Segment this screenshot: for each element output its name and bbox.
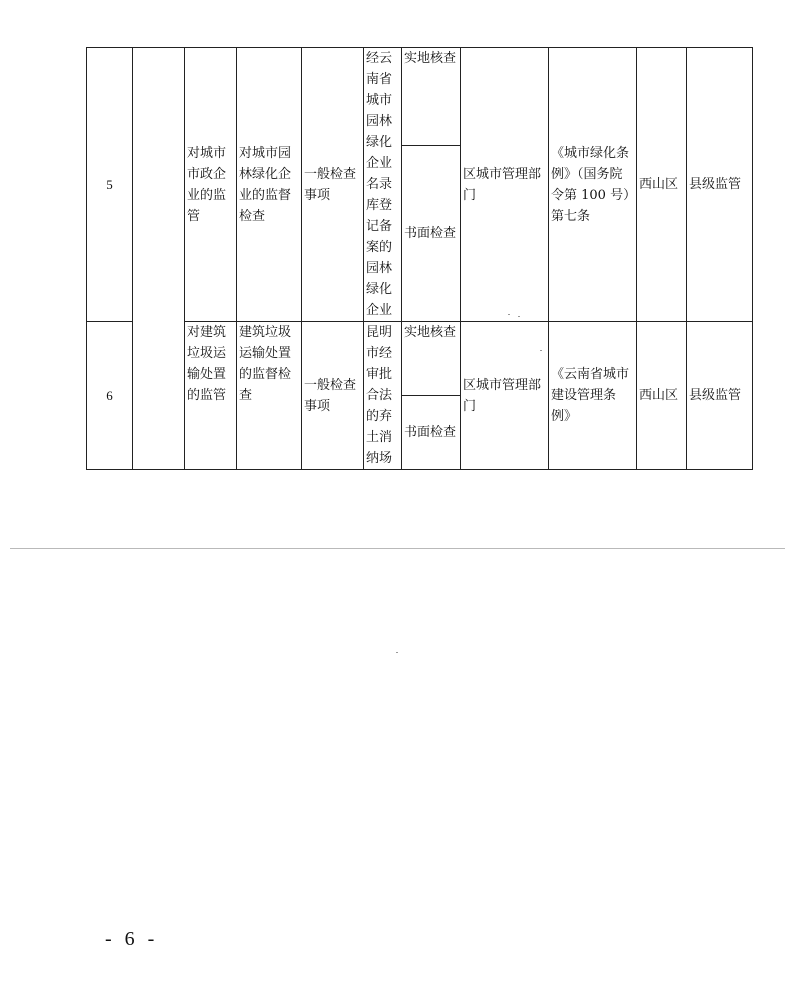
inspection-method-written: 书面检查 <box>402 396 461 470</box>
responsible-department: 区城市管理部门 <box>461 322 549 470</box>
scan-speck <box>540 350 542 351</box>
row-index: 5 <box>87 48 133 322</box>
page-fold-line <box>10 548 785 549</box>
inspection-content: 对城市园林绿化企业的监督检查 <box>237 48 302 322</box>
supervision-item: 对建筑垃圾运输处置的监管 <box>185 322 237 470</box>
scan-speck <box>508 314 510 315</box>
inspection-method-onsite: 实地核查 <box>402 322 461 396</box>
inspection-object: 昆明市经审批合法的弃土消纳场 <box>364 322 402 470</box>
responsible-department: 区城市管理部门 <box>461 48 549 322</box>
scan-speck <box>396 652 398 653</box>
inspection-method-onsite: 实地核查 <box>402 48 461 146</box>
inspection-method-written: 书面检查 <box>402 146 461 322</box>
supervision-table <box>86 47 753 470</box>
supervision-level: 县级监管 <box>687 322 753 470</box>
page-number: - 6 - <box>105 928 159 950</box>
inspection-category: 一般检查事项 <box>302 48 364 322</box>
inspection-object: 经云南省城市园林绿化企业名录库登记备案的园林绿化企业 <box>364 48 402 322</box>
table-row <box>87 48 753 146</box>
region: 西山区 <box>637 322 687 470</box>
supervision-level: 县级监管 <box>687 48 753 322</box>
scan-speck <box>518 316 520 317</box>
supervision-item: 对城市市政企业的监管 <box>185 48 237 322</box>
inspection-content: 建筑垃圾运输处置的监督检查 <box>237 322 302 470</box>
table-row <box>87 322 753 396</box>
legal-basis: 《城市绿化条例》（国务院令第 100 号）第七条 <box>549 48 637 322</box>
merged-blank-cell <box>133 48 185 470</box>
region: 西山区 <box>637 48 687 322</box>
legal-basis: 《云南省城市建设管理条例》 <box>549 322 637 470</box>
inspection-category: 一般检查事项 <box>302 322 364 470</box>
row-index: 6 <box>87 322 133 470</box>
